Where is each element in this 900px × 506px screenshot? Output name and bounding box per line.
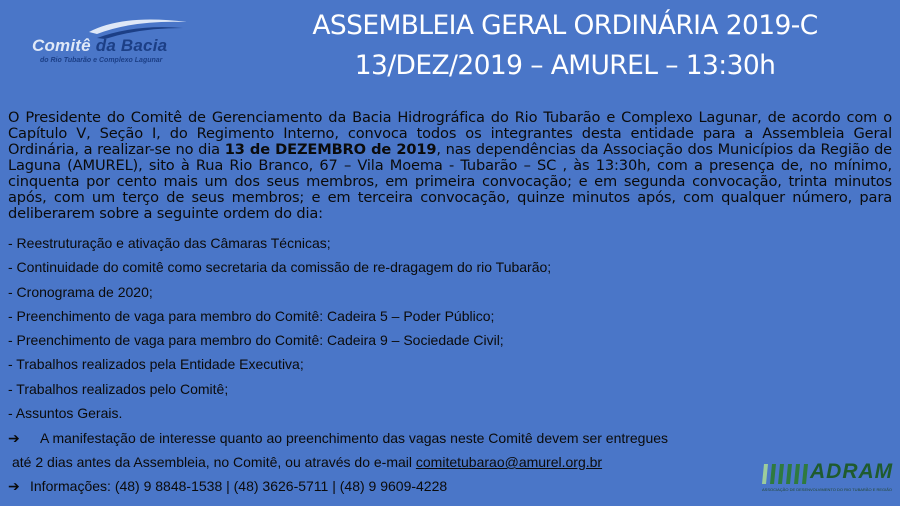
meeting-date: 13 de DEZEMBRO de 2019 bbox=[224, 141, 437, 158]
contact-phones: Informações: (48) 9 8848-1538 | (48) 3626-5711 | (48) 9 9609-4228 bbox=[30, 478, 448, 494]
agenda-item: - Trabalhos realizados pela Entidade Executiva; bbox=[8, 356, 304, 373]
adram-logo bbox=[762, 458, 892, 498]
logo-name: Comitê da Bacia bbox=[32, 36, 168, 55]
notice-block bbox=[8, 426, 892, 498]
adram-stripes-icon bbox=[762, 460, 810, 486]
arrow-right-icon: ➔ bbox=[8, 430, 20, 446]
logo-tagline: do Rio Tubarão e Complexo Lagunar bbox=[40, 57, 163, 64]
agenda-item: - Continuidade do comitê como secretaria da comissão de re-dragagem do rio Tubarão; bbox=[8, 259, 552, 276]
title-line-1: ASSEMBLEIA GERAL ORDINÁRIA 2019-C bbox=[312, 10, 818, 41]
intro-text-end: , nas dependências da Associação dos Municípios da Região de Laguna (AMUREL), sito à Rua Rio Branco, 67 – Vila Moema - Tubarão – SC , às 13:30h, com a presença de, no mínimo, cinquenta por cento mais um dos seus membros, em primeira convocação; e em segunda convocação, trinta minutos após, com um terço de seus membros; e em terceira convocação, quinze minutos após, com qualquer número, para deliberarem sobre a seguinte ordem do dia: bbox=[8, 141, 893, 222]
arrow-right-icon: ➔ bbox=[8, 478, 20, 494]
email-link[interactable]: comitetubarao@amurel.org.br bbox=[415, 454, 603, 470]
convocation-paragraph bbox=[8, 110, 892, 222]
agenda-item: - Assuntos Gerais. bbox=[8, 405, 123, 422]
intro-text-start: O Presidente do Comitê de Gerenciamento da Bacia Hidrográfica do Rio Tubarão e Complexo Lagunar, de acordo com o Capítulo V, Seção I, do Regimento Interno, convoca todos os integrantes desta entidade para a Assembleia Geral Ordinária, a realizar-se no dia bbox=[8, 109, 892, 158]
adram-tagline: ASSOCIAÇÃO DE DESENVOLVIMENTO DO RIO TUBARÃO E REGIÃO bbox=[762, 487, 892, 492]
notice-line-1: ➔ A manifestação de interesse quanto ao preenchimento das vagas neste Comitê devem ser entregues bbox=[8, 426, 892, 450]
page-title bbox=[235, 6, 895, 86]
comite-logo bbox=[28, 12, 218, 72]
agenda-item: - Preenchimento de vaga para membro do Comitê: Cadeira 5 – Poder Público; bbox=[8, 307, 495, 324]
agenda-item: - Reestruturação e ativação das Câmaras Técnicas; bbox=[8, 235, 331, 251]
title-line-2: 13/DEZ/2019 – AMUREL – 13:30h bbox=[354, 50, 776, 81]
notice-line-2: até 2 dias antes da Assembleia, no Comitê, ou através do e-mail comitetubarao@amurel.org.br bbox=[12, 454, 603, 470]
adram-name: ADRAM bbox=[810, 460, 894, 483]
agenda-list bbox=[8, 231, 892, 425]
agenda-item: - Preenchimento de vaga para membro do Comitê: Cadeira 9 – Sociedade Civil; bbox=[8, 332, 504, 349]
agenda-item: - Cronograma de 2020; bbox=[8, 283, 153, 300]
info-line bbox=[8, 474, 892, 498]
agenda-item: - Trabalhos realizados pelo Comitê; bbox=[8, 380, 229, 397]
